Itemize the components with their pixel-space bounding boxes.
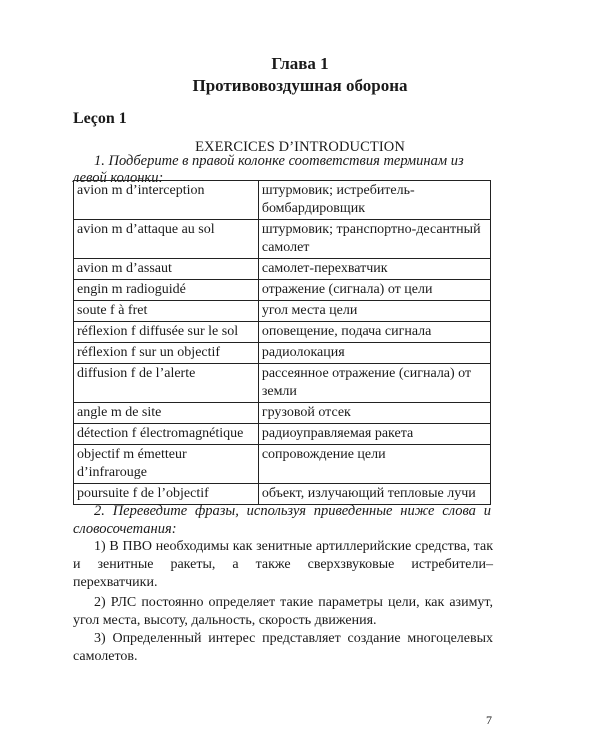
table-row <box>74 445 491 484</box>
term-russian: самолет-перехватчик <box>258 259 490 280</box>
terms-table-body <box>74 181 491 505</box>
chapter-title: Противовоздушная оборона <box>192 76 408 95</box>
term-russian: штурмовик; транспортно-десантный самолет <box>258 220 490 259</box>
table-row <box>74 322 491 343</box>
term-french: réflexion f diffusée sur le sol <box>74 322 259 343</box>
table-row <box>74 424 491 445</box>
sentence-3: 3) Определенный интерес представляет создание многоцелевых самолетов. <box>73 631 493 664</box>
term-russian: радиоуправляемая ракета <box>258 424 490 445</box>
term-french: avion m d’attaque au sol <box>74 220 259 259</box>
chapter-number: Глава 1 <box>271 54 329 73</box>
table-row <box>74 259 491 280</box>
term-russian: рассеянное отражение (сигнала) от земли <box>258 364 490 403</box>
term-french: engin m radioguidé <box>74 280 259 301</box>
exercise2-instruction: 2. Переведите фразы, используя приведенные ниже слова и словосочетания: <box>73 503 491 537</box>
term-russian: штурмовик; истребитель-бомбардировщик <box>258 181 490 220</box>
table-row <box>74 364 491 403</box>
table-row <box>74 220 491 259</box>
term-french: objectif m émetteur d’infrarouge <box>74 445 259 484</box>
term-russian: оповещение, подача сигнала <box>258 322 490 343</box>
term-french: soute f à fret <box>74 301 259 322</box>
exercise1-instruction: 1. Подберите в правой колонке соответствия терминам из левой колонки: <box>73 153 464 186</box>
term-russian: радиолокация <box>258 343 490 364</box>
term-russian: угол места цели <box>258 301 490 322</box>
table-row <box>74 343 491 364</box>
sentence-2: 2) РЛС постоянно определяет такие параметры цели, как азимут, угол места, высоту, дальность, скорость движения. <box>73 595 493 628</box>
table-row <box>74 301 491 322</box>
terms-table <box>73 180 491 505</box>
term-russian: отражение (сигнала) от цели <box>258 280 490 301</box>
term-french: avion m d’interception <box>74 181 259 220</box>
term-french: avion m d’assaut <box>74 259 259 280</box>
table-row <box>74 403 491 424</box>
term-russian: сопровождение цели <box>258 445 490 484</box>
term-french: poursuite f de l’objectif <box>74 484 259 505</box>
term-french: détection f électromagnétique <box>74 424 259 445</box>
term-russian: объект, излучающий тепловые лучи <box>258 484 490 505</box>
sentence-1: 1) В ПВО необходимы как зенитные артиллерийские средства, так и зенитные ракеты, а также сверхзвуковые истребители–перехватчики. <box>73 539 493 590</box>
table-row <box>74 181 491 220</box>
lesson-heading: Leçon 1 <box>73 110 127 127</box>
term-french: réflexion f sur un objectif <box>74 343 259 364</box>
term-french: diffusion f de l’alerte <box>74 364 259 403</box>
term-russian: грузовой отсек <box>258 403 490 424</box>
section-heading: EXERCICES D’INTRODUCTION <box>195 139 405 155</box>
table-row <box>74 280 491 301</box>
page-number: 7 <box>486 713 492 727</box>
term-french: angle m de site <box>74 403 259 424</box>
